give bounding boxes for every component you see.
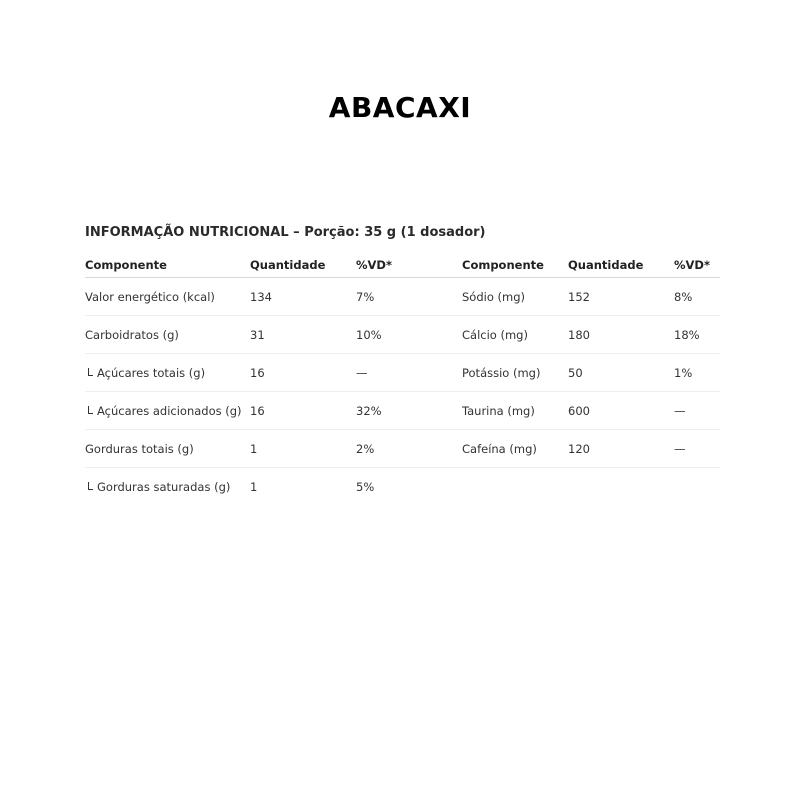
component-daily-value: 7% xyxy=(356,278,462,316)
component-quantity: 180 xyxy=(568,316,674,354)
table-row xyxy=(85,392,720,430)
component-name: Sódio (mg) xyxy=(462,278,568,316)
component-name: Gorduras totais (g) xyxy=(85,430,250,468)
table-row xyxy=(85,468,720,506)
component-daily-value xyxy=(674,468,720,506)
component-quantity: 120 xyxy=(568,430,674,468)
table-row xyxy=(85,354,720,392)
component-name: Valor energético (kcal) xyxy=(85,278,250,316)
subitem-corner-icon xyxy=(88,406,93,414)
component-quantity: 1 xyxy=(250,430,356,468)
component-daily-value: — xyxy=(674,392,720,430)
component-name-cell xyxy=(85,354,250,392)
component-quantity: 16 xyxy=(250,354,356,392)
page-title: ABACAXI xyxy=(328,91,472,124)
component-daily-value: 1% xyxy=(674,354,720,392)
component-name: Gorduras saturadas (g) xyxy=(97,479,231,494)
table-row xyxy=(85,278,720,316)
component-name: Potássio (mg) xyxy=(462,354,568,392)
component-quantity xyxy=(568,468,674,506)
nutrition-table xyxy=(85,252,720,505)
component-quantity: 152 xyxy=(568,278,674,316)
component-quantity: 600 xyxy=(568,392,674,430)
component-name: Carboidratos (g) xyxy=(85,316,250,354)
component-daily-value: 10% xyxy=(356,316,462,354)
header-quantity-2: Quantidade xyxy=(568,252,674,278)
subitem-corner-icon xyxy=(88,368,93,376)
component-name xyxy=(462,468,568,506)
component-quantity: 134 xyxy=(250,278,356,316)
component-quantity: 50 xyxy=(568,354,674,392)
subitem-corner-icon xyxy=(88,482,93,490)
component-quantity: 1 xyxy=(250,479,258,494)
component-quantity: 31 xyxy=(250,316,356,354)
table-row xyxy=(85,430,720,468)
component-name: Cálcio (mg) xyxy=(462,316,568,354)
nutrition-table-caption: INFORMAÇÃO NUTRICIONAL – Porção: 35 g (1 dosador) xyxy=(85,225,486,240)
component-daily-value: — xyxy=(356,354,462,392)
table-header-row xyxy=(85,252,720,278)
component-name: Açúcares adicionados (g) xyxy=(97,403,242,418)
component-quantity: 16 xyxy=(250,392,356,430)
component-name: Cafeína (mg) xyxy=(462,430,568,468)
component-daily-value: 5% xyxy=(356,479,375,494)
header-component-2: Componente xyxy=(462,252,568,278)
component-name-cell xyxy=(85,392,250,430)
component-name: Taurina (mg) xyxy=(462,392,568,430)
component-name: Açúcares totais (g) xyxy=(97,365,206,380)
component-daily-value: 32% xyxy=(356,392,462,430)
header-quantity: Quantidade xyxy=(250,252,356,278)
component-daily-value: 8% xyxy=(674,278,720,316)
header-component: Componente xyxy=(85,252,250,278)
header-daily-value-2: %VD* xyxy=(674,252,720,278)
header-daily-value: %VD* xyxy=(356,252,462,278)
component-name-cell xyxy=(85,468,250,506)
component-daily-value: 18% xyxy=(674,316,720,354)
component-daily-value: — xyxy=(674,430,720,468)
table-row xyxy=(85,316,720,354)
component-daily-value: 2% xyxy=(356,430,462,468)
